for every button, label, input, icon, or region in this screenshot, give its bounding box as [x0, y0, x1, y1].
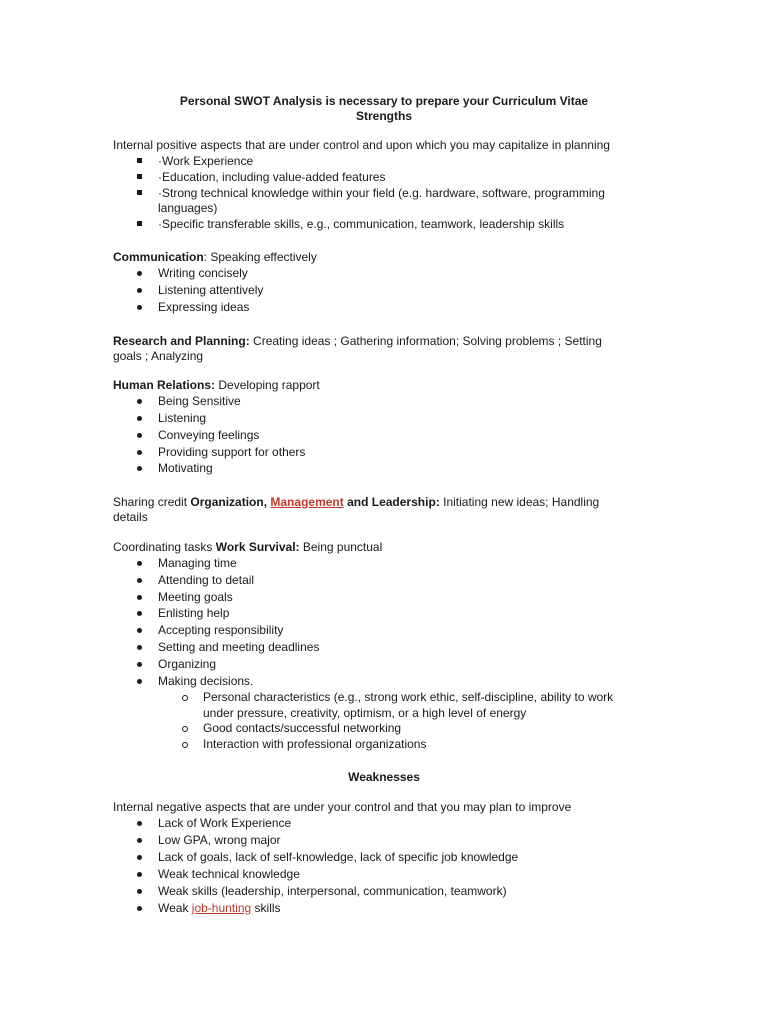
- bullet-icon: [134, 815, 144, 826]
- document-title: Personal SWOT Analysis is necessary to prepare your Curriculum Vitae: [179, 94, 589, 108]
- bullet-icon: [134, 282, 144, 293]
- work-survival-line: [113, 539, 382, 555]
- work-survival-item: Accepting responsibility: [158, 623, 284, 637]
- work-survival-item: Managing time: [158, 556, 237, 570]
- work-survival-label: Work Survival:: [215, 540, 300, 554]
- work-survival-item: Meeting goals: [158, 590, 233, 604]
- strength-item: ·Work Experience: [158, 154, 254, 168]
- human-relations-item: Being Sensitive: [158, 394, 241, 408]
- strength-item-continued: languages): [158, 201, 218, 215]
- work-survival-item: Setting and meeting deadlines: [158, 640, 320, 654]
- communication-line: [113, 249, 317, 265]
- bullet-icon: [134, 639, 144, 650]
- bullet-icon: [134, 673, 144, 684]
- bullet-icon: [134, 883, 144, 894]
- work-survival-item: Making decisions.: [158, 674, 254, 688]
- organization-prefix: Sharing credit: [113, 495, 191, 509]
- sub-item: Interaction with professional organizations: [203, 737, 427, 751]
- human-relations-line: [113, 377, 320, 393]
- organization-text: Initiating new ideas; Handling: [439, 495, 600, 509]
- weakness-item: Lack of goals, lack of self-knowledge, lack of specific job knowledge: [158, 850, 519, 864]
- weakness-item: Weak technical knowledge: [158, 867, 300, 881]
- strength-item: ·Specific transferable skills, e.g., communication, teamwork, leadership skills: [158, 217, 565, 231]
- strengths-heading: Strengths: [355, 109, 412, 123]
- leadership-label: and Leadership:: [343, 495, 440, 509]
- bullet-icon: [134, 299, 144, 310]
- circle-bullet-icon: [180, 689, 190, 701]
- bullet-icon: [134, 849, 144, 860]
- sub-item-continued: under pressure, creativity, optimism, or a high level of energy: [203, 706, 527, 720]
- square-bullet-icon: [134, 169, 144, 179]
- job-hunting-link[interactable]: job-hunting: [191, 901, 252, 915]
- work-survival-text: Being punctual: [299, 540, 383, 554]
- bullet-icon: [134, 460, 144, 471]
- strength-item: ·Education, including value-added features: [158, 170, 386, 184]
- human-relations-label: Human Relations:: [113, 378, 216, 392]
- sub-item: Good contacts/successful networking: [203, 721, 402, 735]
- strength-item: ·Strong technical knowledge within your field (e.g. hardware, software, programming: [158, 186, 605, 200]
- research-label: Research and Planning:: [113, 334, 250, 348]
- human-relations-text: Developing rapport: [215, 378, 320, 392]
- bullet-icon: [134, 572, 144, 583]
- bullet-icon: [134, 393, 144, 404]
- weakness-item: Low GPA, wrong major: [158, 833, 281, 847]
- bullet-icon: [134, 410, 144, 421]
- weakness-suffix: skills: [251, 901, 281, 915]
- weakness-item: [158, 900, 281, 916]
- bullet-icon: [134, 656, 144, 667]
- weakness-item: Lack of Work Experience: [158, 816, 292, 830]
- human-relations-item: Conveying feelings: [158, 428, 260, 442]
- work-survival-item: Enlisting help: [158, 606, 230, 620]
- bullet-icon: [134, 832, 144, 843]
- communication-item: Writing concisely: [158, 266, 248, 280]
- circle-bullet-icon: [180, 720, 190, 732]
- research-line: [113, 333, 602, 349]
- weaknesses-heading: Weaknesses: [348, 770, 420, 784]
- work-survival-item: Organizing: [158, 657, 217, 671]
- bullet-icon: [134, 605, 144, 616]
- communication-text: : Speaking effectively: [203, 250, 317, 264]
- bullet-icon: [134, 622, 144, 633]
- weaknesses-intro: Internal negative aspects that are under your control and that you may plan to improve: [113, 800, 572, 814]
- management-link[interactable]: Management: [270, 495, 344, 509]
- human-relations-item: Listening: [158, 411, 207, 425]
- human-relations-item: Providing support for others: [158, 445, 306, 459]
- square-bullet-icon: [134, 153, 144, 163]
- human-relations-item: Motivating: [158, 461, 213, 475]
- research-line-continued: goals ; Analyzing: [113, 349, 204, 363]
- bullet-icon: [134, 866, 144, 877]
- bullet-icon: [134, 265, 144, 276]
- square-bullet-icon: [134, 185, 144, 195]
- research-text: Creating ideas ; Gathering information; Solving problems ; Setting: [249, 334, 602, 348]
- organization-line-continued: details: [113, 510, 148, 524]
- bullet-icon: [134, 427, 144, 438]
- bullet-icon: [134, 900, 144, 911]
- weakness-item: Weak skills (leadership, interpersonal, communication, teamwork): [158, 884, 507, 898]
- circle-bullet-icon: [180, 736, 190, 748]
- square-bullet-icon: [134, 216, 144, 226]
- communication-label: Communication: [113, 250, 204, 264]
- work-survival-item: Attending to detail: [158, 573, 255, 587]
- communication-item: Listening attentively: [158, 283, 264, 297]
- bullet-icon: [134, 444, 144, 455]
- strengths-intro: Internal positive aspects that are under control and upon which you may capitalize in planning: [113, 138, 610, 152]
- organization-line: [113, 494, 599, 510]
- bullet-icon: [134, 589, 144, 600]
- work-survival-prefix: Coordinating tasks: [113, 540, 216, 554]
- sub-item: Personal characteristics (e.g., strong work ethic, self-discipline, ability to work: [203, 690, 614, 704]
- organization-label: Organization,: [190, 495, 271, 509]
- weakness-prefix: Weak: [158, 901, 192, 915]
- communication-item: Expressing ideas: [158, 300, 250, 314]
- bullet-icon: [134, 555, 144, 566]
